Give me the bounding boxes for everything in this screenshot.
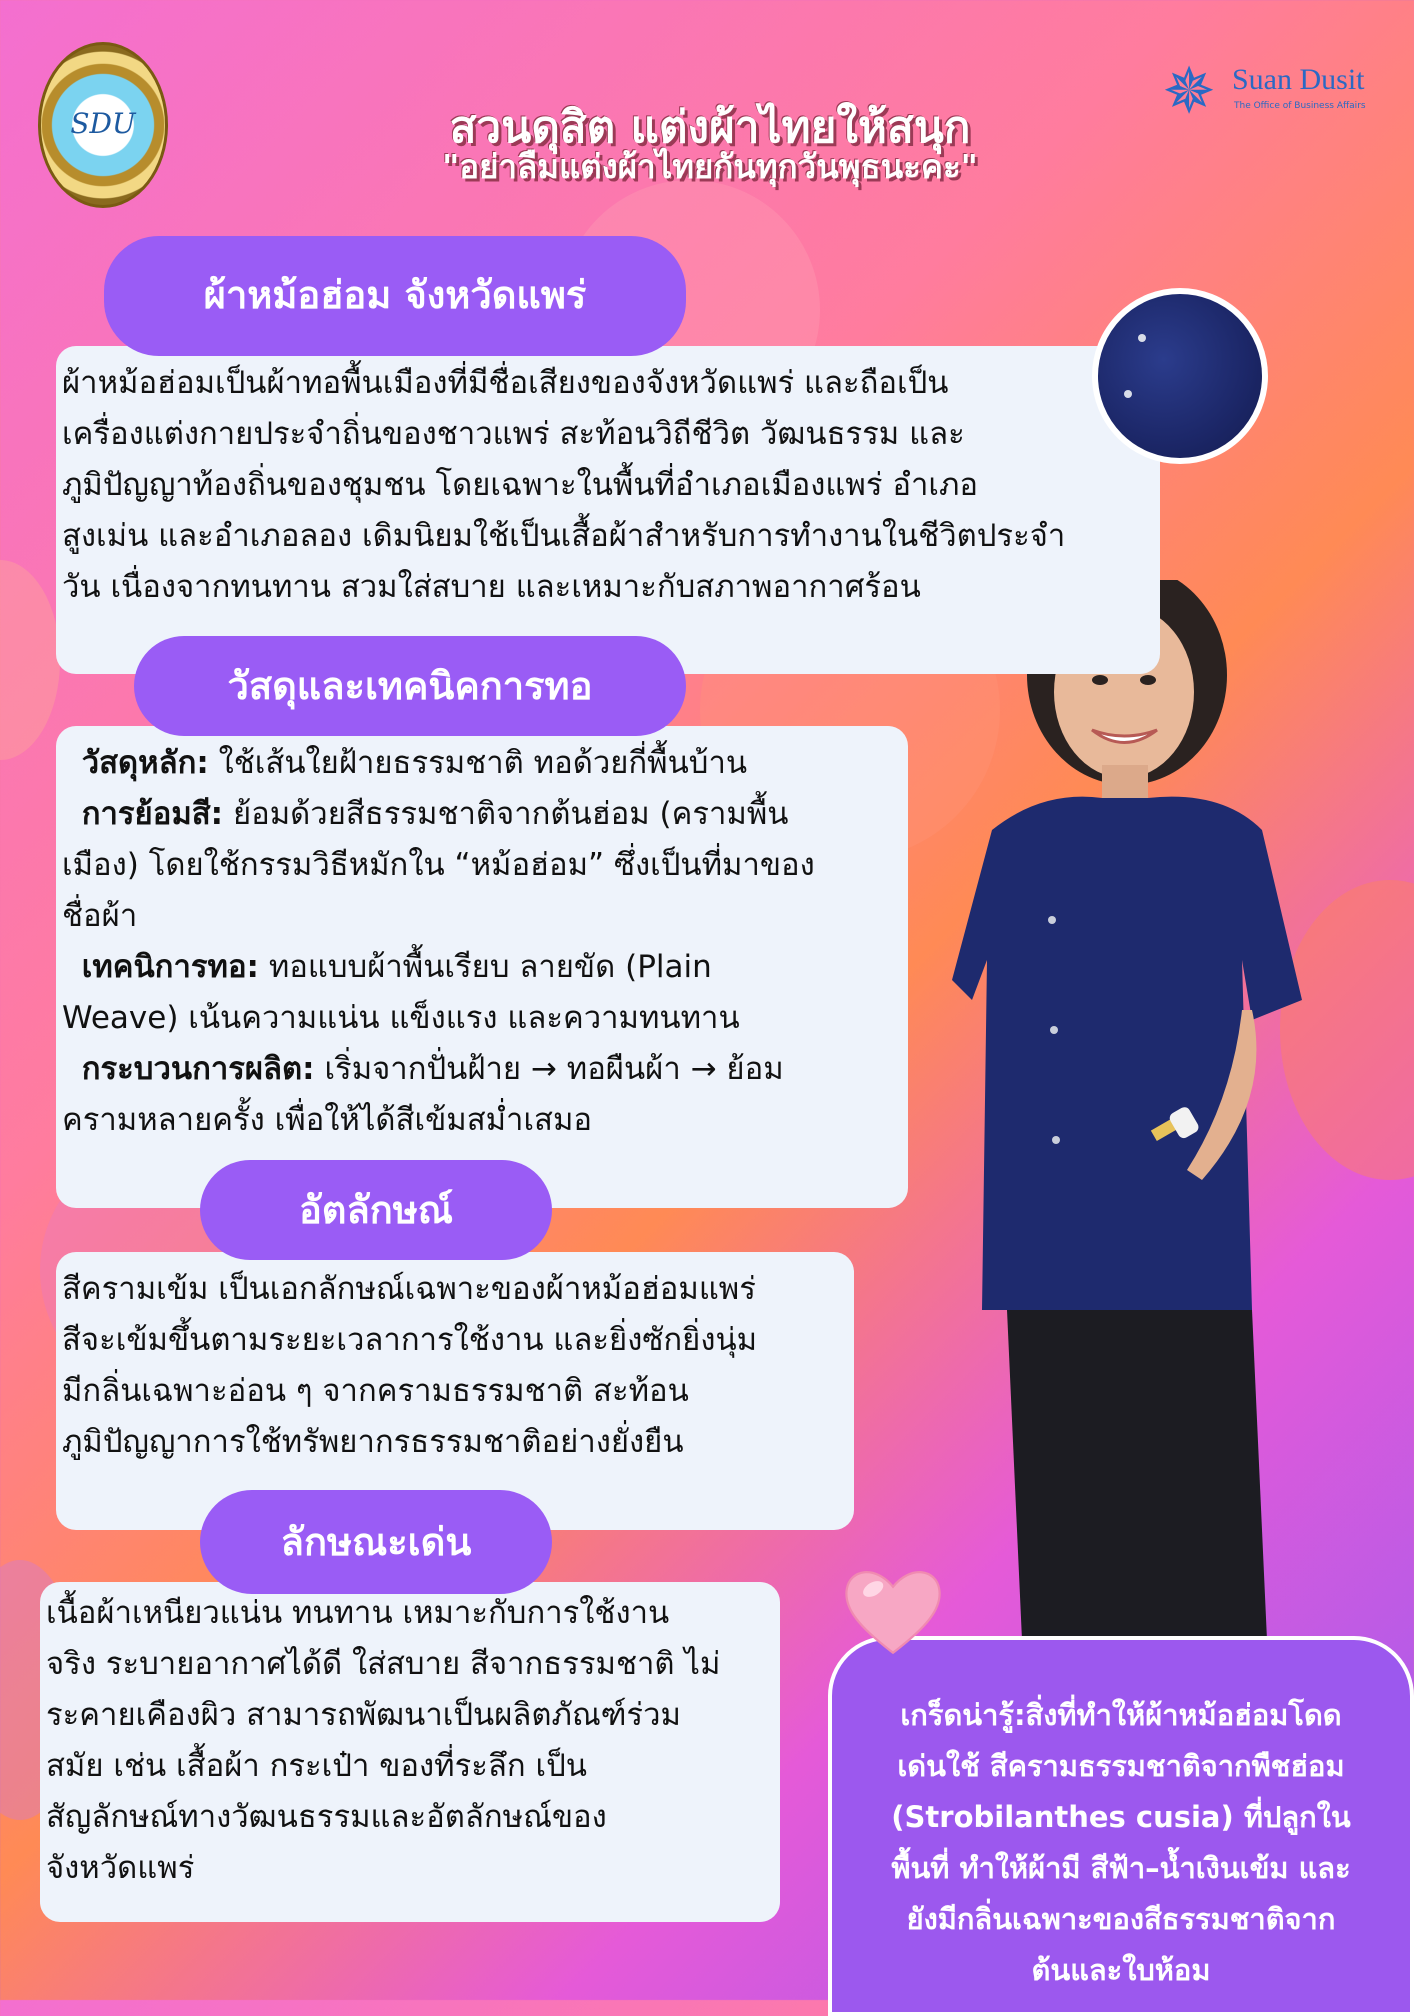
fun-fact-box: [828, 1636, 1414, 2016]
text-line: เนื้อผ้าเหนียวแน่น ทนทาน เหมาะกับการใช้งาน: [46, 1595, 670, 1631]
page-subtitle: "อย่าลืมแต่งผ้าไทยกันทุกวันพุธนะคะ": [442, 147, 978, 186]
text-line: สูงเม่น และอำเภอลอง เดิมนิยมใช้เป็นเสื้อผ้าสำหรับการทำงานในชีวิตประจำ: [62, 518, 1066, 554]
fabric-button-dot: [1124, 390, 1132, 398]
item-text: เริ่มจากปั่นฝ้าย → ทอผืนผ้า → ย้อม: [314, 1051, 784, 1087]
text-line: (Strobilanthes cusia) ที่ปลูกใน: [891, 1800, 1351, 1834]
text-line: ภูมิปัญญาการใช้ทรัพยากรธรรมชาติอย่างยั่งยืน: [62, 1424, 684, 1460]
model-photo: [952, 580, 1372, 1640]
intro-text-box: [56, 346, 1160, 674]
materials-item: [62, 738, 815, 789]
text-line: เมือง) โดยใช้กรรมวิธีหมักใน “หม้อฮ่อม” ซึ่งเป็นที่มาของ: [62, 847, 815, 883]
item-text: ย้อมด้วยสีธรรมชาติจากต้นฮ่อม (ครามพื้น: [223, 796, 789, 832]
logo-name: Suan Dusit: [1232, 63, 1365, 96]
materials-text-box: [56, 726, 908, 1208]
fabric-detail-image: [1092, 288, 1268, 464]
text-line: สมัย เช่น เสื้อผ้า กระเป๋า ของที่ระลึก เป็น: [46, 1748, 587, 1784]
identity-paragraph: [62, 1264, 757, 1468]
identity-text-box: [56, 1252, 854, 1530]
page-title: สวนดุสิต แต่งผ้าไทยให้สนุก: [449, 102, 971, 153]
intro-paragraph: [62, 358, 1065, 613]
materials-item: [62, 789, 815, 840]
highlights-paragraph: [46, 1588, 720, 1894]
heart-icon: [838, 1556, 948, 1666]
suan-dusit-logo: [1152, 55, 1392, 129]
text-line: ครามหลายครั้ง เพื่อให้ได้สีเข้มสม่ำเสมอ: [62, 1102, 593, 1138]
text-line: จริง ระบายอากาศได้ดี ใส่สบาย สีจากธรรมชาติ ไม่: [46, 1646, 721, 1682]
text-line: ยังมีกลิ่นเฉพาะของสีธรรมชาติจาก: [906, 1902, 1336, 1936]
materials-item: [62, 942, 815, 993]
materials-item: [62, 1044, 815, 1095]
text-line: เครื่องแต่งกายประจำถิ่นของชาวแพร่ สะท้อนวิถีชีวิต วัฒนธรรม และ: [62, 416, 965, 452]
text-line: จังหวัดแพร่: [46, 1850, 195, 1886]
text-line: สีครามเข้ม เป็นเอกลักษณ์เฉพาะของผ้าหม้อฮ่อมแพร่: [62, 1271, 756, 1307]
pinwheel-icon: ✵: [1162, 55, 1216, 129]
text-line: วัน เนื่องจากทนทาน สวมใส่สบาย และเหมาะกับสภาพอากาศร้อน: [62, 569, 921, 605]
fabric-button-dot: [1138, 334, 1146, 342]
item-label: การย้อมสี:: [81, 796, 224, 832]
seal-monogram: SDU: [70, 107, 136, 140]
item-label: เทคนิการทอ:: [81, 949, 259, 985]
section-heading-highlights: ลักษณะเด่น: [200, 1490, 552, 1594]
section-heading-identity: อัตลักษณ์: [200, 1160, 552, 1260]
university-seal-logo: [38, 42, 168, 208]
section-heading-mohom: ผ้าหม้อฮ่อม จังหวัดแพร่: [104, 236, 686, 356]
text-line: พื้นที่ ทำให้ผ้ามี สีฟ้า–น้ำเงินเข้ม และ: [891, 1851, 1351, 1885]
section-heading-materials: วัสดุและเทคนิคการทอ: [134, 636, 686, 736]
item-text: ทอแบบผ้าพื้นเรียบ ลายขัด (Plain: [258, 949, 712, 985]
text-line: Weave) เน้นความแน่น แข็งแรง และความทนทาน: [62, 1000, 740, 1036]
text-line: ต้นและใบห้อม: [1031, 1953, 1211, 1987]
text-line: มีกลิ่นเฉพาะอ่อน ๆ จากครามธรรมชาติ สะท้อน: [62, 1373, 689, 1409]
text-line: เกร็ดน่ารู้:สิ่งที่ทำให้ผ้าหม้อฮ่อมโดด: [900, 1698, 1342, 1732]
text-line: ผ้าหม้อฮ่อมเป็นผ้าทอพื้นเมืองที่มีชื่อเสียงของจังหวัดแพร่ และถือเป็น: [62, 365, 949, 401]
item-label: กระบวนการผลิต:: [81, 1051, 315, 1087]
logo-tagline: The Office of Business Affairs: [1234, 101, 1366, 111]
text-line: สัญลักษณ์ทางวัฒนธรรมและอัตลักษณ์ของ: [46, 1799, 607, 1835]
background-bubble: [0, 560, 60, 760]
highlights-text-box: [40, 1582, 780, 1922]
text-line: ภูมิปัญญาท้องถิ่นของชุมชน โดยเฉพาะในพื้นที่อำเภอเมืองแพร่ อำเภอ: [62, 467, 979, 503]
text-line: สีจะเข้มขึ้นตามระยะเวลาการใช้งาน และยิ่งซักยิ่งนุ่ม: [62, 1322, 758, 1358]
item-label: วัสดุหลัก:: [81, 745, 209, 781]
text-line: ชื่อผ้า: [62, 898, 138, 934]
materials-list: [62, 738, 815, 1146]
item-text: ใช้เส้นใยฝ้ายธรรมชาติ ทอด้วยกี่พื้นบ้าน: [208, 745, 748, 781]
text-line: ระคายเคืองผิว สามารถพัฒนาเป็นผลิตภัณฑ์ร่วม: [46, 1697, 681, 1733]
text-line: เด่นใช้ สีครามธรรมชาติจากพืชฮ่อม: [897, 1749, 1345, 1783]
